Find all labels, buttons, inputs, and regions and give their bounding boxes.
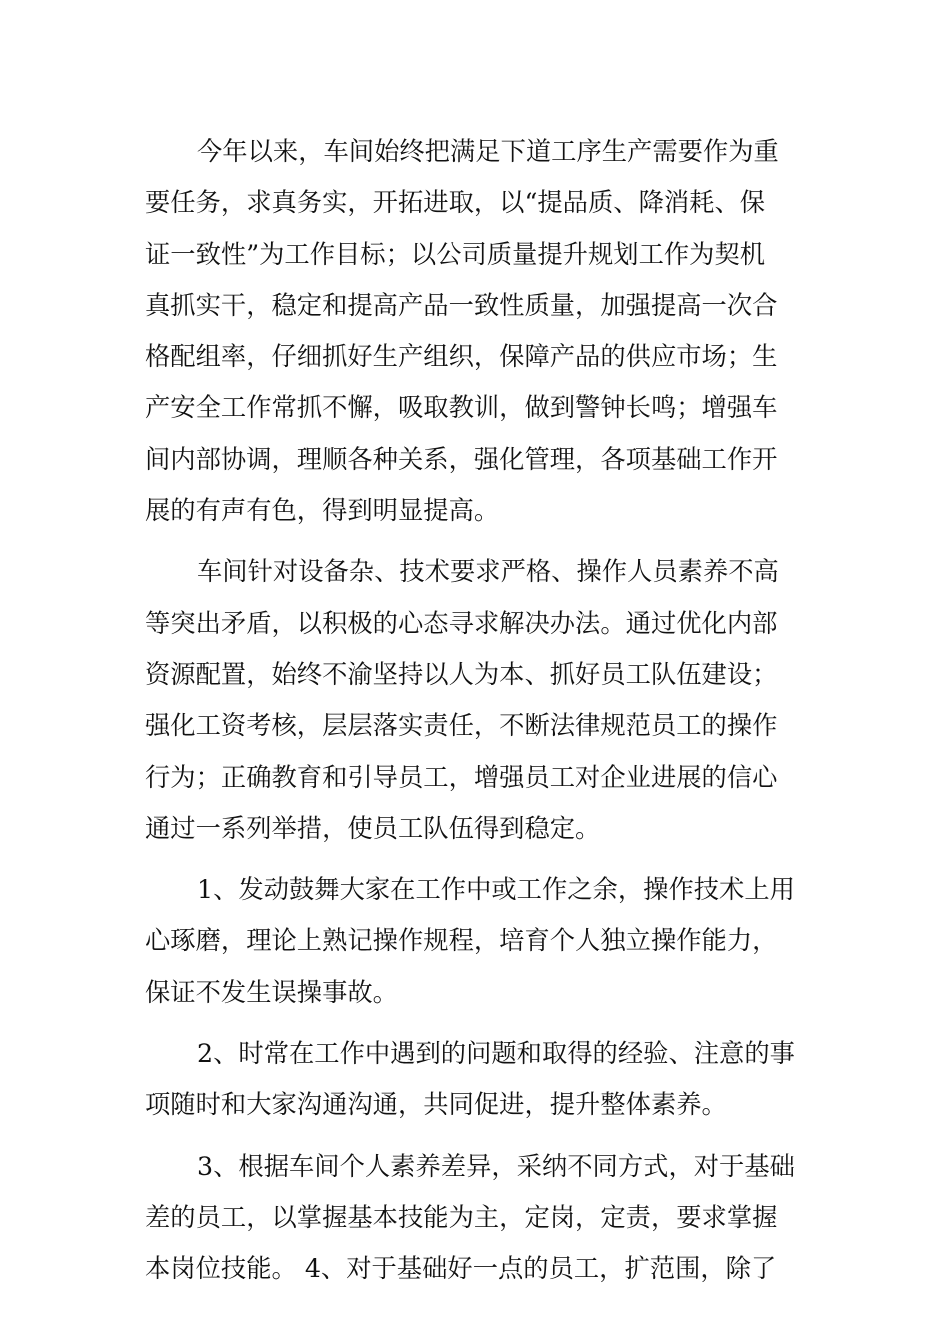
text-line: 展的有声有色，得到明显提高。 [145,496,500,526]
paragraph-item-2 [145,1028,810,1131]
paragraph-workforce [145,546,810,854]
text-line: 间内部协调，理顺各种关系，强化管理，各项基础工作开 [145,444,778,474]
text-line: 本岗位技能。 4、对于基础好一点的员工，扩范围，除了 [145,1254,777,1284]
text-line: 产安全工作常抓不懈，吸取教训，做到警钟长鸣；增强车 [145,393,778,423]
text-line: 心琢磨，理论上熟记操作规程，培育个人独立操作能力， [145,926,778,956]
text-line: 格配组率，仔细抓好生产组织，保障产品的供应市场；生 [145,342,778,372]
paragraph-item-3 [145,1141,810,1295]
text-line: 等突出矛盾，以积极的心态寻求解决办法。通过优化内部 [145,608,778,638]
text-line: 证一致性”为工作目标；以公司质量提升规划工作为契机 [145,239,766,269]
text-line: 车间针对设备杂、技术要求严格、操作人员素养不高 [197,557,779,587]
text-line: 项随时和大家沟通沟通，共同促进，提升整体素养。 [145,1090,727,1120]
text-line: 真抓实干，稳定和提高产品一致性质量，加强提高一次合 [145,290,778,320]
text-line: 1、发动鼓舞大家在工作中或工作之余，操作技术上用 [197,875,795,905]
text-line: 通过一系列举措，使员工队伍得到稳定。 [145,813,601,843]
text-line: 今年以来，车间始终把满足下道工序生产需要作为重 [197,137,779,166]
text-line: 2、时常在工作中遇到的问题和取得的经验、注意的事 [197,1039,795,1069]
text-line: 要任务，求真务实，开拓进取，以“提品质、降消耗、保 [145,188,766,218]
paragraph-intro [145,126,810,536]
text-line: 保证不发生误操事故。 [145,977,398,1007]
text-line: 行为；正确教育和引导员工，增强员工对企业进展的信心 [145,762,778,792]
text-line: 强化工资考核，层层落实责任，不断法律规范员工的操作 [145,711,778,741]
document-body [145,126,810,1295]
text-line: 差的员工，以掌握基本技能为主，定岗，定责，要求掌握 [145,1202,778,1232]
paragraph-item-1 [145,864,810,1018]
text-line: 3、根据车间个人素养差异，采纳不同方式，对于基础 [197,1151,795,1181]
text-line: 资源配置，始终不渝坚持以人为本、抓好员工队伍建设； [145,659,778,689]
